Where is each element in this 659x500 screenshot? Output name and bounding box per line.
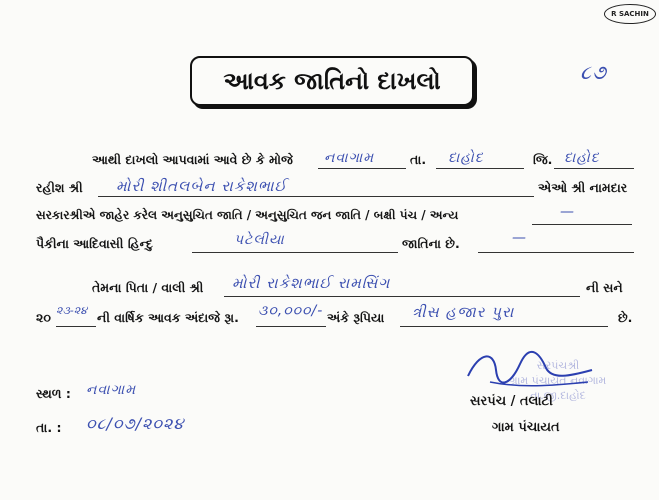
district-label: જિ. (533, 152, 553, 167)
publisher-logo: R SACHIN (604, 4, 656, 24)
caste-value: — (512, 230, 527, 246)
panchayat-stamp: સરપંચશ્રી ગ્રામ પંચાયત નવાગામ તા.જી.દાહોદ (509, 359, 607, 402)
end-label: છે. (618, 310, 633, 325)
village-value: નવાગામ (324, 150, 375, 166)
taluka-value: દાહોદ (448, 150, 484, 166)
father-value: મોરી રાકેશભાઈ રામસિંગ (232, 274, 391, 292)
tribal-value: પટેલીયા (234, 232, 285, 248)
govt-value: — (560, 204, 575, 220)
tribal-label: પૈકીના આદિવાસી હિન્દુ (36, 236, 153, 251)
annual-income-label: ની વાર્ષિક આવક અંદાજે રૂા. (97, 310, 239, 325)
district-value: દાહોદ (564, 150, 600, 166)
office-label: ગામ પંચાયત (492, 420, 560, 435)
place-label: સ્થળ : (36, 386, 71, 401)
certificate-title-box (190, 56, 474, 106)
intro-label: આથી દાખલો આપવામાં આવે છે કે મોજે (92, 152, 293, 167)
year-suffix-label: ની સને (586, 280, 623, 295)
date-label: તા. : (36, 420, 62, 435)
amount-value: ૩૦,૦૦૦/- (258, 303, 324, 319)
words-value: ત્રીસ હજાર પુરા (412, 303, 515, 321)
father-label: તેમના પિતા / વાલી શ્રી (92, 280, 204, 295)
honorable-label: એઓ શ્રી નામદાર (538, 180, 628, 195)
place-value: નવાગામ (86, 382, 137, 398)
resident-label: રહીશ શ્રી (36, 180, 83, 195)
certificate-title: આવક જાતિનો દાખલો (223, 67, 441, 95)
govt-label: સરકારશ્રીએ જાહેર કરેલ અનુસુચિત જાતિ / અનુસુચિત જન જાતિ / બક્ષી પંચ / અન્ય (36, 208, 459, 222)
caste-label: જાતિના છે. (402, 236, 460, 251)
form-number: ૮૭ (580, 60, 607, 84)
in-words-label: અંકે રૂપિયા (327, 310, 385, 325)
year-value: ૨૩-૨૪ (56, 304, 88, 317)
signatory-title: સરપંચ / તલાટી (470, 394, 553, 409)
date-value: ૦૮/૦૭/૨૦૨૪ (86, 414, 185, 433)
taluka-label: તા. (410, 152, 427, 167)
resident-value: મોરી શીતલબેન રાકેશભાઈ (116, 177, 288, 195)
year-prefix: ૨૦ (36, 310, 51, 325)
